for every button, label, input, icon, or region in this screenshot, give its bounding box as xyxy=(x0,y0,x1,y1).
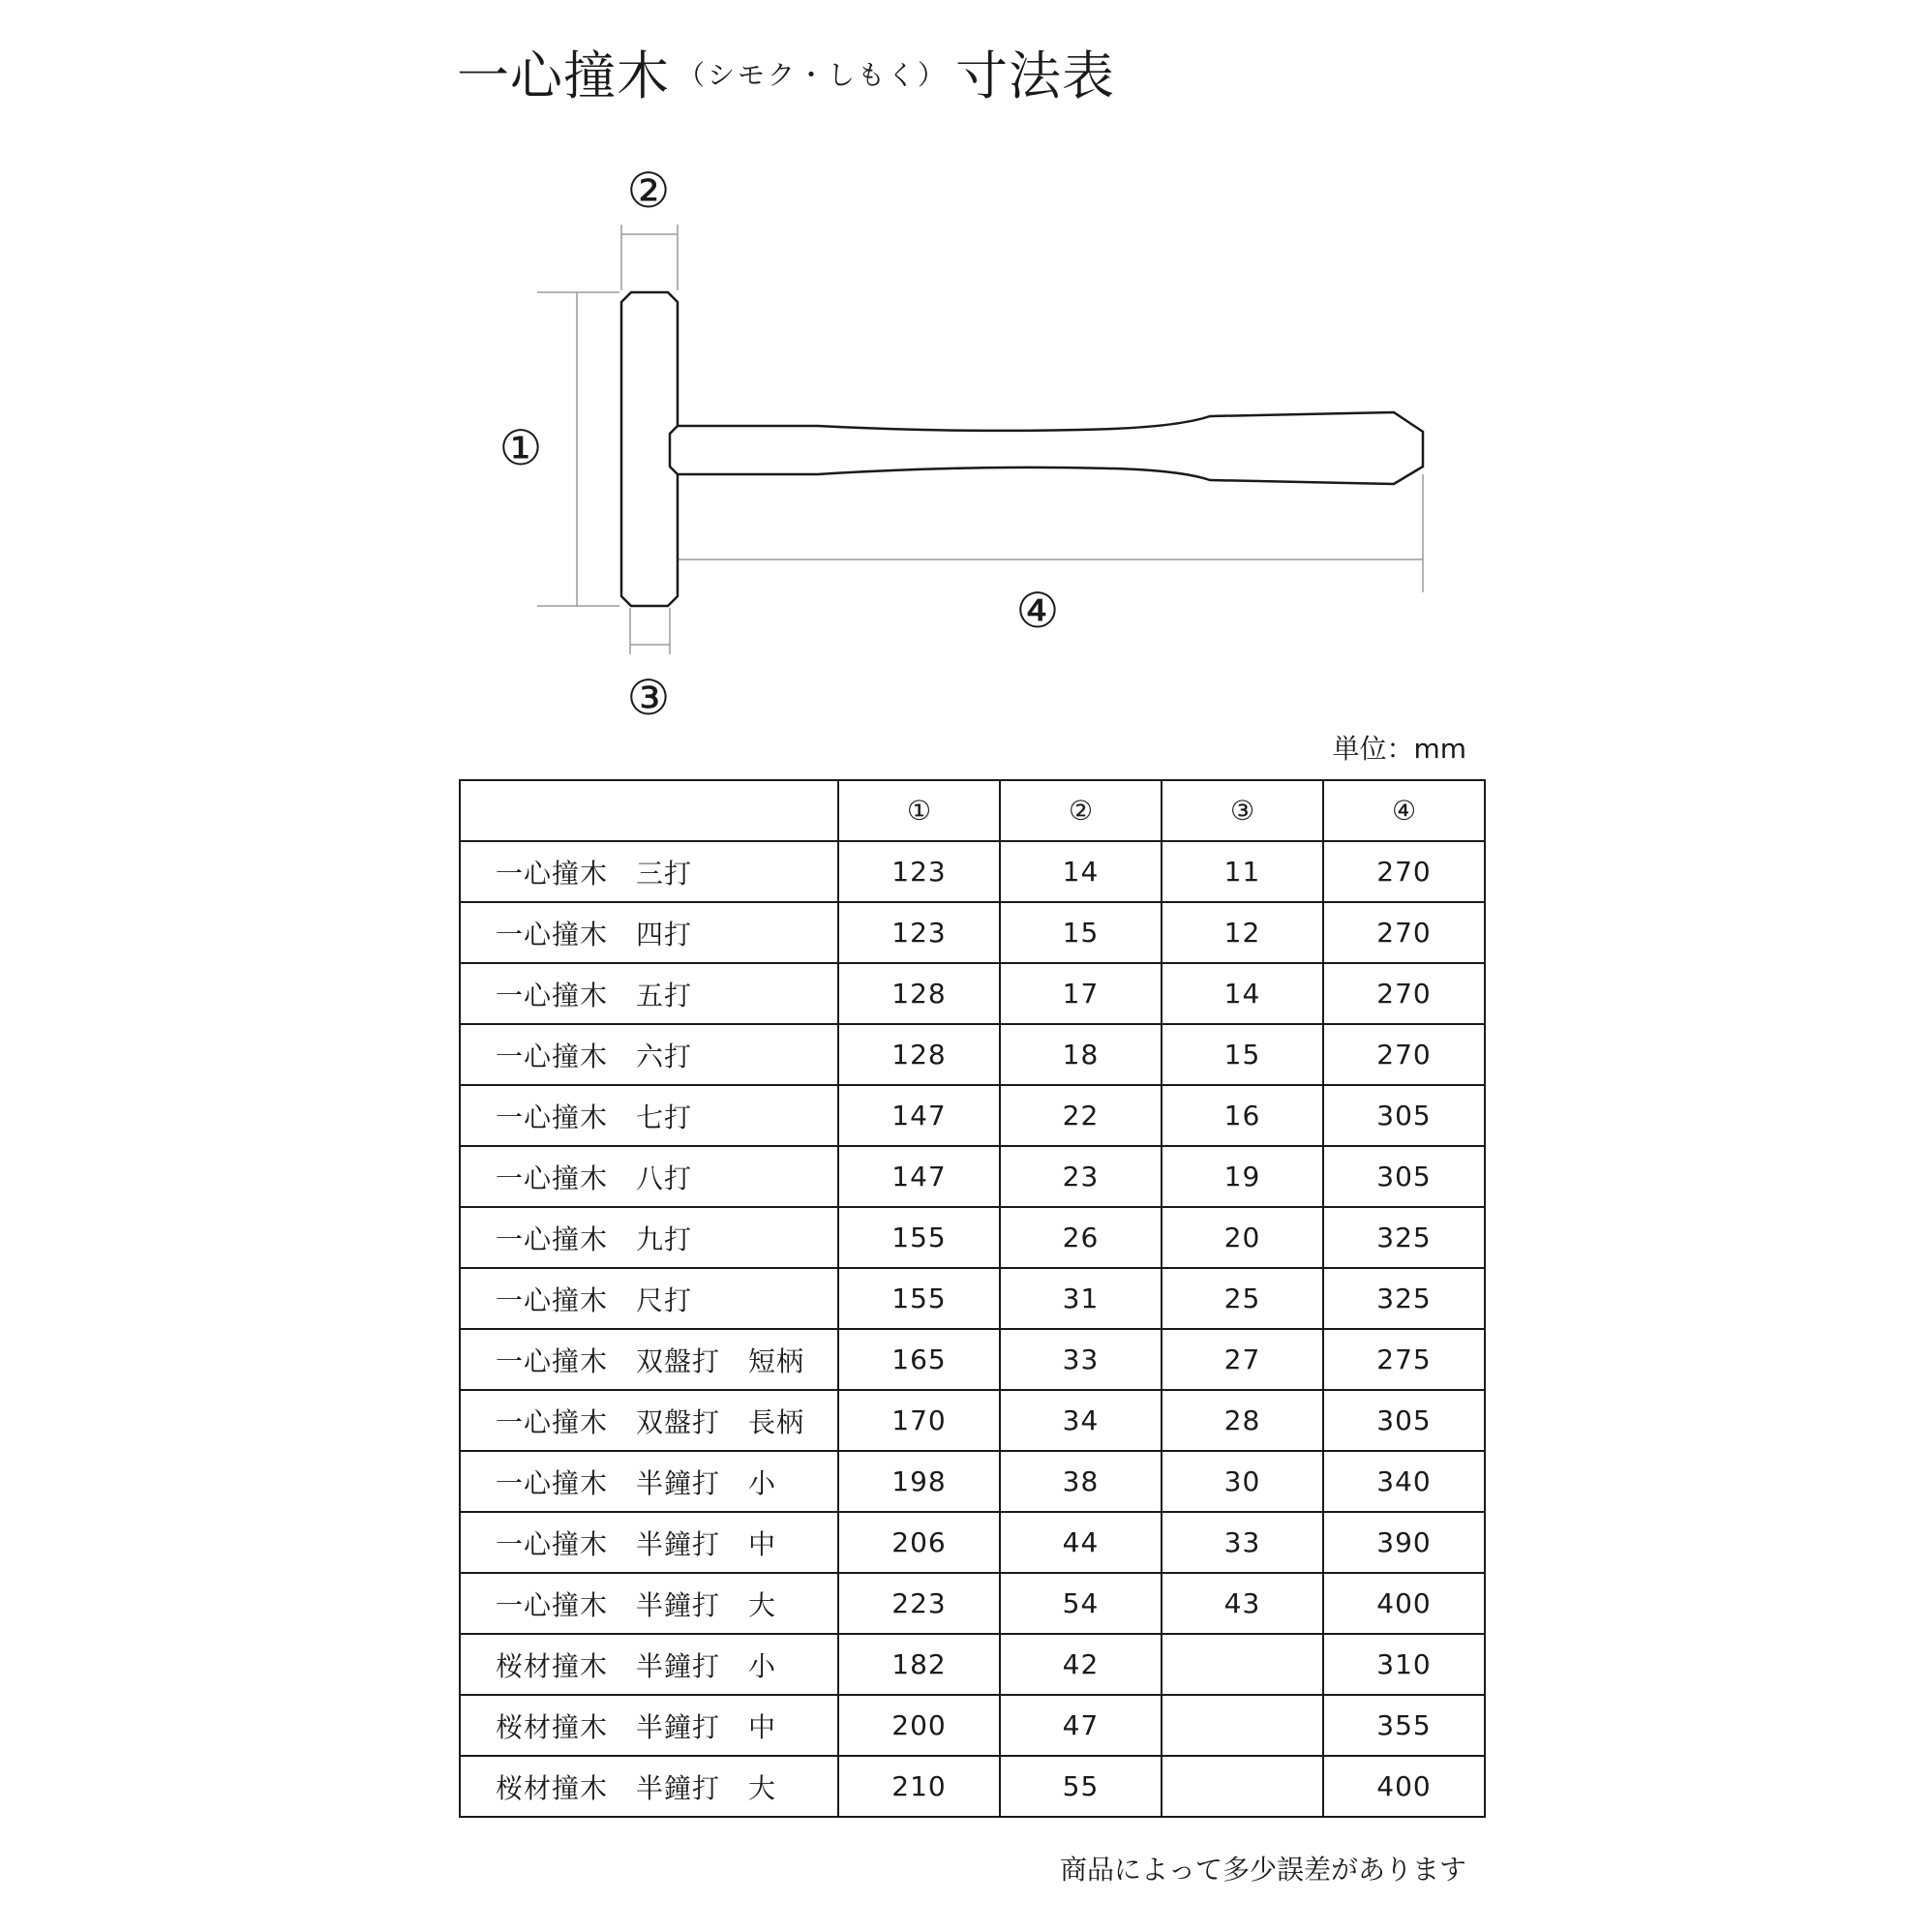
dim-4-value: 270 xyxy=(1323,963,1485,1024)
dim-2-value: 17 xyxy=(1000,963,1162,1024)
product-name: 一心撞木 七打 xyxy=(460,1085,838,1146)
dim-3-value: 25 xyxy=(1162,1268,1323,1329)
dim-4-value: 275 xyxy=(1323,1329,1485,1390)
dim-2-value: 23 xyxy=(1000,1146,1162,1207)
dim-1-value: 128 xyxy=(838,963,1000,1024)
dim-2-value: 14 xyxy=(1000,841,1162,902)
dim-3-value: 16 xyxy=(1162,1085,1323,1146)
dim-2-value: 18 xyxy=(1000,1024,1162,1085)
dim-3-value: 11 xyxy=(1162,841,1323,902)
dim-4-value: 400 xyxy=(1323,1756,1485,1817)
title-main: 一心撞木 xyxy=(457,45,670,106)
table-header-row xyxy=(460,780,1485,841)
dim-2-value: 33 xyxy=(1000,1329,1162,1390)
unit-label: 単位：mm xyxy=(1332,733,1466,765)
header-dim-2: ② xyxy=(1000,780,1162,841)
dim-1-value: 128 xyxy=(838,1024,1000,1085)
dim-2-value: 15 xyxy=(1000,902,1162,963)
dim-2-value: 44 xyxy=(1000,1512,1162,1573)
dim-4-value: 305 xyxy=(1323,1146,1485,1207)
dim-1-value: 223 xyxy=(838,1573,1000,1634)
table-row xyxy=(460,1024,1485,1085)
dim-4-value: 400 xyxy=(1323,1573,1485,1634)
dim-2-value: 38 xyxy=(1000,1451,1162,1512)
tolerance-note: 商品によって多少誤差があります xyxy=(1059,1854,1466,1886)
table-row xyxy=(460,841,1485,902)
dim-2-value: 47 xyxy=(1000,1695,1162,1756)
table-row xyxy=(460,1268,1485,1329)
product-name: 一心撞木 双盤打 長柄 xyxy=(460,1390,838,1451)
dim-2-value: 31 xyxy=(1000,1268,1162,1329)
dim-1-value: 147 xyxy=(838,1146,1000,1207)
dim-4-value: 270 xyxy=(1323,841,1485,902)
dim-4-value: 270 xyxy=(1323,902,1485,963)
product-name: 一心撞木 尺打 xyxy=(460,1268,838,1329)
dim-3-value: 15 xyxy=(1162,1024,1323,1085)
dim-2-value: 34 xyxy=(1000,1390,1162,1451)
dim-4-value: 325 xyxy=(1323,1207,1485,1268)
table-row xyxy=(460,1146,1485,1207)
table-row xyxy=(460,1512,1485,1573)
table-row xyxy=(460,1695,1485,1756)
product-name: 一心撞木 半鐘打 大 xyxy=(460,1573,838,1634)
dim-label-1: ① xyxy=(498,420,543,476)
dimension-table xyxy=(459,779,1486,1818)
dim-3-value: 12 xyxy=(1162,902,1323,963)
product-name: 桜材撞木 半鐘打 中 xyxy=(460,1695,838,1756)
dim-1-value: 206 xyxy=(838,1512,1000,1573)
product-name: 一心撞木 双盤打 短柄 xyxy=(460,1329,838,1390)
header-dim-1: ① xyxy=(838,780,1000,841)
dim-1-value: 155 xyxy=(838,1268,1000,1329)
header-dim-4: ④ xyxy=(1323,780,1485,841)
product-name: 一心撞木 五打 xyxy=(460,963,838,1024)
dim-2-value: 54 xyxy=(1000,1573,1162,1634)
product-name: 一心撞木 四打 xyxy=(460,902,838,963)
dim-label-3: ③ xyxy=(626,670,671,726)
dim-3-value: 30 xyxy=(1162,1451,1323,1512)
product-name: 一心撞木 三打 xyxy=(460,841,838,902)
table-row xyxy=(460,1573,1485,1634)
title-suffix: 寸法表 xyxy=(955,45,1116,106)
product-name: 一心撞木 半鐘打 小 xyxy=(460,1451,838,1512)
dim-1-value: 198 xyxy=(838,1451,1000,1512)
dim-4-value: 305 xyxy=(1323,1085,1485,1146)
dim-2-value: 42 xyxy=(1000,1634,1162,1695)
dim-4-value: 355 xyxy=(1323,1695,1485,1756)
table-row xyxy=(460,1207,1485,1268)
dim-1-value: 165 xyxy=(838,1329,1000,1390)
dim-4-value: 305 xyxy=(1323,1390,1485,1451)
dim-3-value: 20 xyxy=(1162,1207,1323,1268)
dim-3-value: 28 xyxy=(1162,1390,1323,1451)
dim-1-value: 155 xyxy=(838,1207,1000,1268)
header-dim-3: ③ xyxy=(1162,780,1323,841)
dim-1-value: 123 xyxy=(838,841,1000,902)
dim-3-value xyxy=(1162,1695,1323,1756)
dim-1-value: 210 xyxy=(838,1756,1000,1817)
title-reading: （シモク・しもく） xyxy=(678,59,949,91)
dim-2-value: 22 xyxy=(1000,1085,1162,1146)
product-name: 一心撞木 半鐘打 中 xyxy=(460,1512,838,1573)
dim-3-value: 19 xyxy=(1162,1146,1323,1207)
dim-2-value: 55 xyxy=(1000,1756,1162,1817)
dim-4-value: 310 xyxy=(1323,1634,1485,1695)
table-row xyxy=(460,963,1485,1024)
dim-4-value: 325 xyxy=(1323,1268,1485,1329)
dim-3-value: 43 xyxy=(1162,1573,1323,1634)
table-row xyxy=(460,1329,1485,1390)
dim-4-value: 390 xyxy=(1323,1512,1485,1573)
table-row xyxy=(460,1085,1485,1146)
mallet-handle-shape xyxy=(670,412,1423,484)
dim-4-value: 270 xyxy=(1323,1024,1485,1085)
dim-2-value: 26 xyxy=(1000,1207,1162,1268)
table-row xyxy=(460,902,1485,963)
dim-3-value xyxy=(1162,1634,1323,1695)
dim-3-value: 14 xyxy=(1162,963,1323,1024)
dim-3-value: 33 xyxy=(1162,1512,1323,1573)
table-row xyxy=(460,1634,1485,1695)
dim-label-4: ④ xyxy=(1015,583,1060,639)
dim-1-value: 200 xyxy=(838,1695,1000,1756)
dim-3-value xyxy=(1162,1756,1323,1817)
dim-1-value: 147 xyxy=(838,1085,1000,1146)
dim-1-value: 182 xyxy=(838,1634,1000,1695)
dim-label-2: ② xyxy=(626,163,671,219)
product-name: 桜材撞木 半鐘打 小 xyxy=(460,1634,838,1695)
dim-3-value: 27 xyxy=(1162,1329,1323,1390)
header-name xyxy=(460,780,838,841)
table-row xyxy=(460,1756,1485,1817)
product-name: 一心撞木 六打 xyxy=(460,1024,838,1085)
product-name: 桜材撞木 半鐘打 大 xyxy=(460,1756,838,1817)
table-row xyxy=(460,1451,1485,1512)
table-body xyxy=(460,841,1485,1817)
mallet-diagram xyxy=(0,0,1932,736)
table-row xyxy=(460,1390,1485,1451)
product-name: 一心撞木 八打 xyxy=(460,1146,838,1207)
product-name: 一心撞木 九打 xyxy=(460,1207,838,1268)
dim-1-value: 123 xyxy=(838,902,1000,963)
dim-1-value: 170 xyxy=(838,1390,1000,1451)
dim-4-value: 340 xyxy=(1323,1451,1485,1512)
